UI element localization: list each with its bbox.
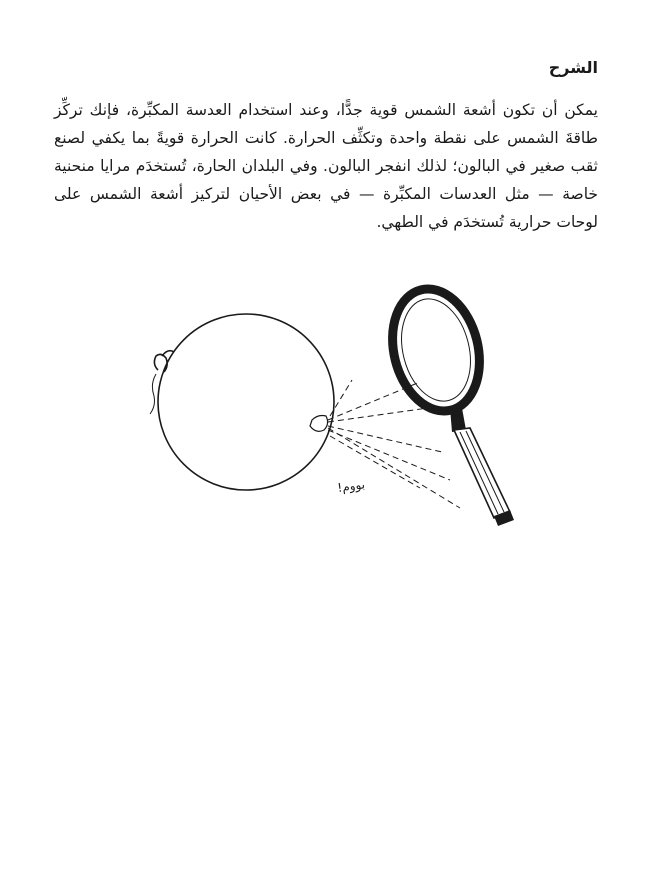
magnifying-glass-icon <box>380 280 514 526</box>
sound-effect-label: بووم! <box>336 477 366 495</box>
balloon-icon <box>150 314 334 490</box>
explanation-paragraph: يمكن أن تكون أشعة الشمس قوية جدًّا، وعند استخدام العدسة المكبِّرة، فإنك تركِّز طاقةَ الشمس على نقطة واحدة وتكثِّف الحرارة. كانت الحرارة قويةً بما يكفي لصنع ثقب صغير في البالون؛ لذلك انفجر البالون. وفي البلدان الحارة، تُستخدَم مرايا منحنية خاصة — مثل العدسات المكبِّرة — في بعض الأحيان لتركيز أشعة الشمس على لوحات حرارية تُستخدَم في الطهي. <box>54 101 598 231</box>
balloon-magnifier-illustration <box>120 270 540 530</box>
section-heading: الشرح <box>548 58 598 77</box>
